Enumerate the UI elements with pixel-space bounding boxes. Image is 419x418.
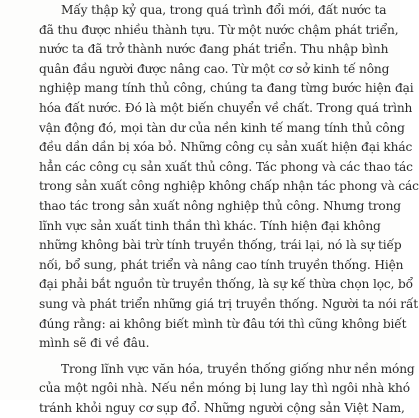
text-line: sung và phát triển những giá trị truyền thống. Người ta nói rất [39,296,419,311]
text-line: vận động đó, mọi tàn dư của nền kinh tế mang tính thủ công [39,120,405,135]
text-line: những không bài trừ tính truyền thống, trái lại, nó là sự tiếp [39,238,402,253]
text-line: hóa đất nước. Đó là một biến chuyển về chất. Trong quá trình [39,100,413,115]
text-line: tránh khỏi nguy cơ sụp đổ. Những người cộng sản Việt Nam, [39,400,405,415]
text-line: nghiệp mang tính thủ công, chúng ta đang từng bước hiện đại [39,81,414,96]
text-line: đã thu được nhiều thành tựu. Từ một nước chậm phát triển, [39,22,399,37]
text-line: lĩnh vực sản xuất tinh thần thì khác. Tính hiện đại không [39,218,381,233]
text-line: mình sẽ đi về đâu. [39,336,150,351]
paragraph-2 [39,360,415,418]
text-line: Trong lĩnh vực văn hóa, truyền thống giống như nền móng [61,361,415,376]
text-line: nối, bổ sung, phát triển và nâng cao tính truyền thống. Hiện [39,257,404,272]
paragraph-1 [39,1,419,354]
text-line: của một ngôi nhà. Nếu nền móng bị lung lay thì ngôi nhà khó [39,381,410,396]
body-text [39,1,419,418]
text-line: đúng rằng: ai không biết mình từ đâu tới thì cũng không biết [39,316,407,331]
text-line: đại phải bắt nguồn từ truyền thống, là sự kế thừa chọn lọc, bổ [39,277,413,292]
text-line: quân đầu người được nâng cao. Từ một cơ sở kinh tế nông [39,61,390,76]
text-line: thao tác trong sản xuất nông nghiệp thủ công. Nhưng trong [39,198,401,213]
text-line: Mấy thập kỷ qua, trong quá trình đổi mới, đất nước ta [61,3,387,17]
text-line: hẳn các công cụ sản xuất thủ công. Tác phong và các thao tác [39,159,413,174]
text-line: trong sản xuất công nghiệp không chấp nhận tác phong và các [39,179,419,194]
text-line: đều dần dần bị xóa bỏ. Những công cụ sản xuất hiện đại khác [39,140,413,155]
text-line: nước ta đã trở thành nước đang phát triển. Thu nhập bình [39,42,389,57]
